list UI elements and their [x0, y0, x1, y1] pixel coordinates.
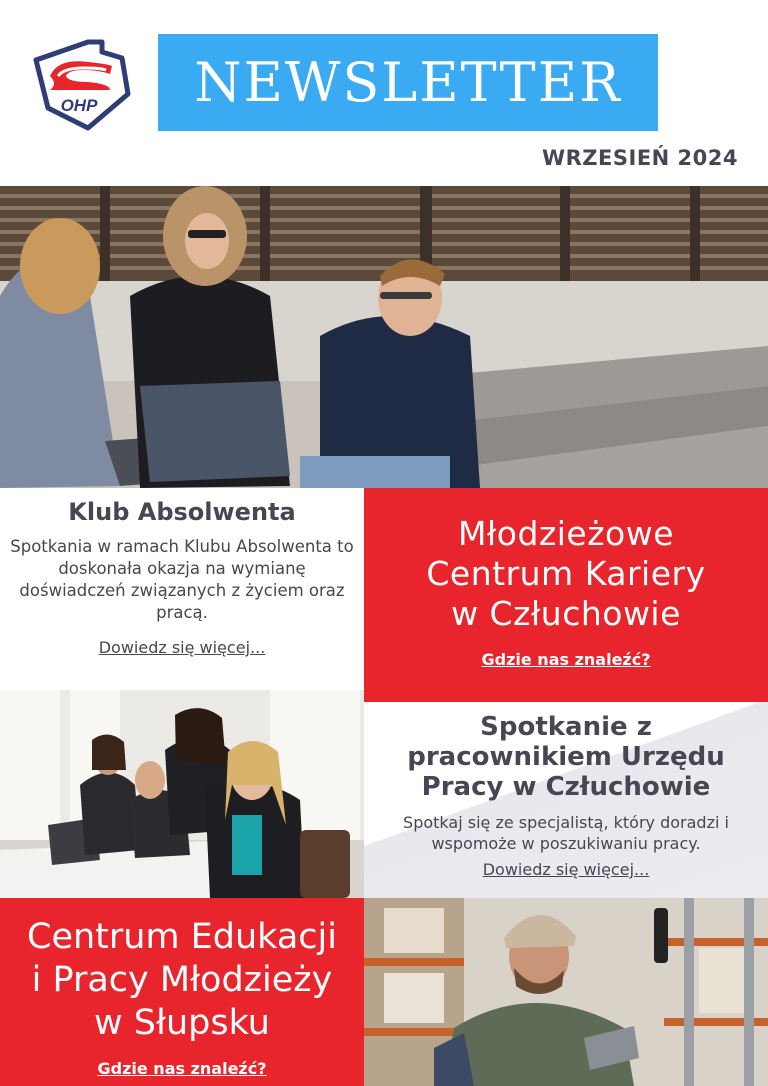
newsletter-banner [158, 34, 658, 131]
cepm-section [0, 898, 364, 1086]
spotkanie-title-line1: Spotkanie z [480, 712, 652, 742]
spotkanie-section [364, 702, 768, 898]
mck-title [364, 514, 768, 634]
svg-text:OHP: OHP [60, 96, 98, 115]
mck-title-line2: Centrum Kariery [426, 554, 706, 593]
mck-title-line1: Młodzieżowe [457, 514, 675, 553]
ohp-logo [28, 36, 132, 132]
spotkanie-title-line2: pracownikiem Urzędu [407, 742, 725, 772]
cepm-title-line3: w Słupsku [94, 1003, 270, 1043]
cepm-location-link[interactable]: Gdzie nas znaleźć? [97, 1059, 267, 1078]
warehouse-worker-photo [364, 898, 768, 1086]
klub-title: Klub Absolwenta [68, 498, 296, 526]
office-women-photo [0, 690, 364, 898]
klub-absolwenta-section [0, 488, 364, 690]
klub-description: Spotkania w ramach Klubu Absolwenta to doskonała okazja na wymianę doświadczeń związanych z życiem oraz pracą. [10, 537, 354, 622]
spotkanie-description: Spotkaj się ze specjalistą, który doradzi i wspomoże w poszukiwaniu pracy. [403, 813, 729, 853]
mck-section [364, 488, 768, 702]
newsletter-title: NEWSLETTER [194, 51, 622, 114]
klub-more-link[interactable]: Dowiedz się więcej... [98, 638, 266, 657]
spotkanie-title [364, 712, 768, 802]
cepm-title [0, 916, 364, 1045]
issue-date: WRZESIEŃ 2024 [541, 146, 738, 170]
mck-location-link[interactable]: Gdzie nas znaleźć? [481, 650, 651, 669]
cepm-title-line1: Centrum Edukacji [27, 917, 337, 957]
students-photo [0, 186, 768, 488]
spotkanie-more-link[interactable]: Dowiedz się więcej... [482, 860, 650, 879]
spotkanie-title-line3: Pracy w Człuchowie [421, 772, 711, 802]
mck-title-line3: w Człuchowie [451, 594, 681, 633]
cepm-title-line2: i Pracy Młodzieży [31, 960, 333, 1000]
